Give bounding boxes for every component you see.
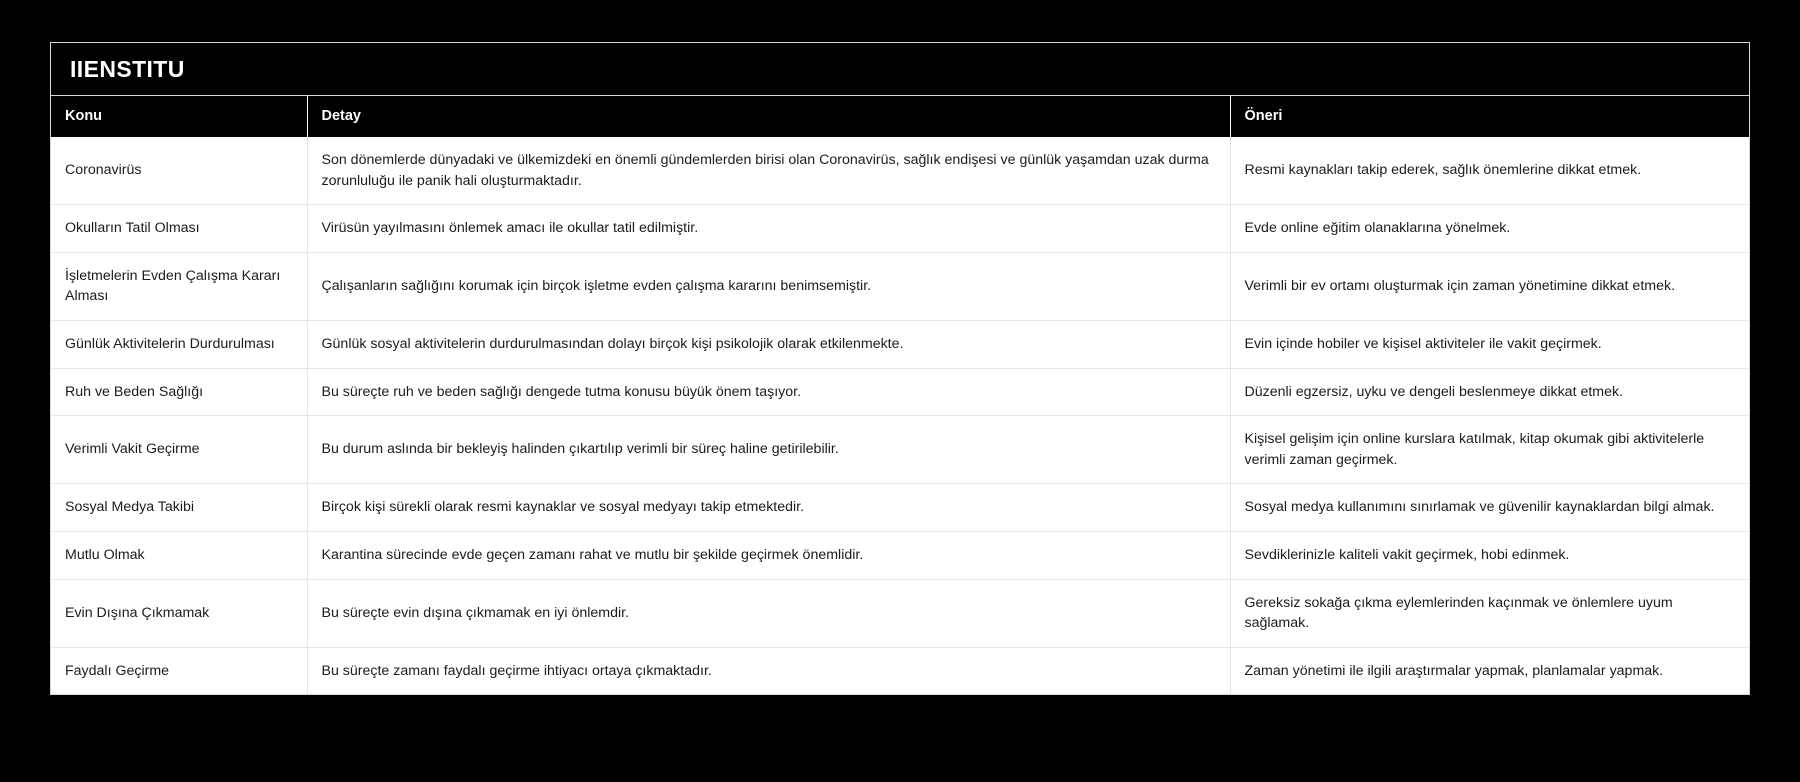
cell-oneri: Verimli bir ev ortamı oluşturmak için zaman yönetimine dikkat etmek.	[1230, 252, 1749, 320]
cell-konu: Günlük Aktivitelerin Durdurulması	[51, 320, 307, 368]
table-body	[51, 137, 1749, 694]
table-card	[50, 42, 1750, 695]
brand-header	[51, 43, 1749, 96]
bottom-crop-mask	[0, 730, 1800, 782]
cell-oneri: Zaman yönetimi ile ilgili araştırmalar yapmak, planlamalar yapmak.	[1230, 647, 1749, 694]
cell-oneri: Evde online eğitim olanaklarına yönelmek.	[1230, 205, 1749, 253]
cell-konu: Mutlu Olmak	[51, 531, 307, 579]
cell-konu: Evin Dışına Çıkmamak	[51, 579, 307, 647]
cell-detay: Çalışanların sağlığını korumak için birçok işletme evden çalışma kararını benimsemiştir.	[307, 252, 1230, 320]
cell-oneri: Sevdiklerinizle kaliteli vakit geçirmek, hobi edinmek.	[1230, 531, 1749, 579]
cell-konu: Verimli Vakit Geçirme	[51, 416, 307, 484]
table-row	[51, 484, 1749, 532]
table-row	[51, 531, 1749, 579]
column-header-konu: Konu	[51, 96, 307, 137]
table-row	[51, 137, 1749, 205]
table-header-row	[51, 96, 1749, 137]
cell-oneri: Sosyal medya kullanımını sınırlamak ve güvenilir kaynaklardan bilgi almak.	[1230, 484, 1749, 532]
column-header-oneri: Öneri	[1230, 96, 1749, 137]
table-row	[51, 647, 1749, 694]
cell-konu: Sosyal Medya Takibi	[51, 484, 307, 532]
cell-konu: Ruh ve Beden Sağlığı	[51, 368, 307, 416]
page-title: IIENSTITU	[70, 55, 185, 82]
covid-guidance-table	[51, 96, 1749, 694]
cell-konu: İşletmelerin Evden Çalışma Kararı Alması	[51, 252, 307, 320]
cell-detay: Bu süreçte zamanı faydalı geçirme ihtiyacı ortaya çıkmaktadır.	[307, 647, 1230, 694]
cell-detay: Günlük sosyal aktivitelerin durdurulmasından dolayı birçok kişi psikolojik olarak etkilenmekte.	[307, 320, 1230, 368]
table-row	[51, 252, 1749, 320]
cell-detay: Virüsün yayılmasını önlemek amacı ile okullar tatil edilmiştir.	[307, 205, 1230, 253]
table-row	[51, 205, 1749, 253]
cell-detay: Bu süreçte evin dışına çıkmamak en iyi önlemdir.	[307, 579, 1230, 647]
cell-oneri: Kişisel gelişim için online kurslara katılmak, kitap okumak gibi aktivitelerle verimli zaman geçirmek.	[1230, 416, 1749, 484]
cell-detay: Son dönemlerde dünyadaki ve ülkemizdeki en önemli gündemlerden birisi olan Coronavirüs, sağlık endişesi ve günlük yaşamdan uzak durma zorunluluğu ile panik hali oluşturmaktadır.	[307, 137, 1230, 205]
table-head	[51, 96, 1749, 137]
table-row	[51, 368, 1749, 416]
cell-oneri: Düzenli egzersiz, uyku ve dengeli beslenmeye dikkat etmek.	[1230, 368, 1749, 416]
cell-detay: Birçok kişi sürekli olarak resmi kaynaklar ve sosyal medyayı takip etmektedir.	[307, 484, 1230, 532]
table-row	[51, 320, 1749, 368]
table-row	[51, 579, 1749, 647]
cell-konu: Faydalı Geçirme	[51, 647, 307, 694]
cell-oneri: Resmi kaynakları takip ederek, sağlık önemlerine dikkat etmek.	[1230, 137, 1749, 205]
cell-detay: Bu durum aslında bir bekleyiş halinden çıkartılıp verimli bir süreç haline getirilebilir.	[307, 416, 1230, 484]
column-header-detay: Detay	[307, 96, 1230, 137]
cell-oneri: Gereksiz sokağa çıkma eylemlerinden kaçınmak ve önlemlere uyum sağlamak.	[1230, 579, 1749, 647]
cell-konu: Coronavirüs	[51, 137, 307, 205]
cell-detay: Karantina sürecinde evde geçen zamanı rahat ve mutlu bir şekilde geçirmek önemlidir.	[307, 531, 1230, 579]
cell-konu: Okulların Tatil Olması	[51, 205, 307, 253]
table-row	[51, 416, 1749, 484]
cell-detay: Bu süreçte ruh ve beden sağlığı dengede tutma konusu büyük önem taşıyor.	[307, 368, 1230, 416]
cell-oneri: Evin içinde hobiler ve kişisel aktiviteler ile vakit geçirmek.	[1230, 320, 1749, 368]
